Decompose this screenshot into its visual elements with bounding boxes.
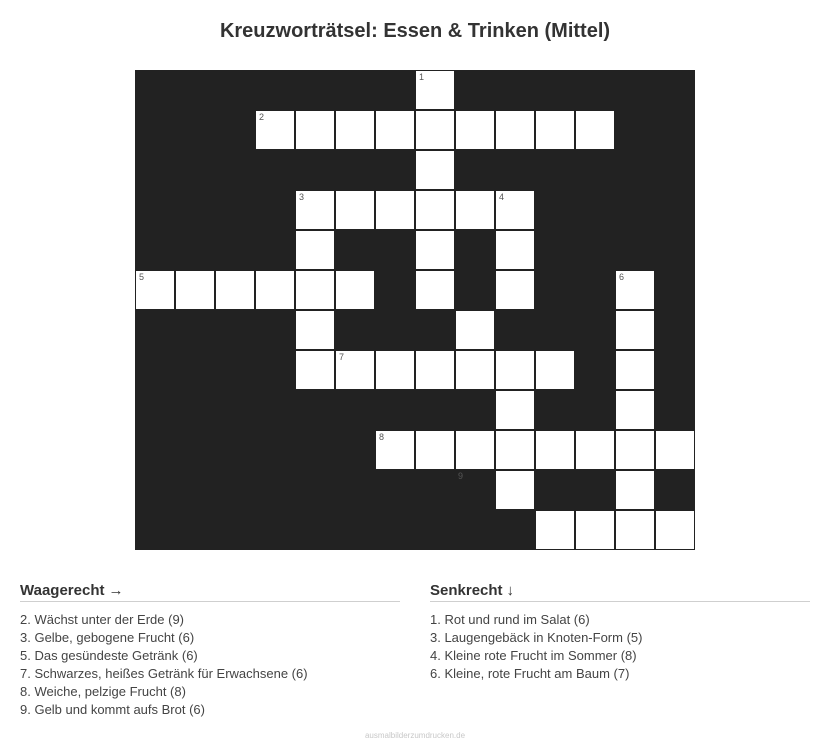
grid-cell-black [375, 70, 415, 110]
grid-cell-black [535, 190, 575, 230]
grid-cell-black [615, 230, 655, 270]
down-clue-list [430, 611, 810, 683]
grid-cell-black [335, 230, 375, 270]
arrow-right-icon: → [108, 582, 124, 599]
grid-cell-black [655, 390, 695, 430]
grid-cell-black [575, 470, 615, 510]
grid-cell-white[interactable] [295, 270, 335, 310]
grid-cell-black [135, 70, 175, 110]
cell-number: 5 [139, 272, 145, 282]
across-clue: 5. Das gesündeste Getränk (6) [20, 648, 198, 663]
grid-cell-white[interactable] [535, 350, 575, 390]
grid-cell-white[interactable] [495, 230, 535, 270]
page-title: Kreuzworträtsel: Essen & Trinken (Mittel) [219, 20, 611, 42]
grid-cell-black [255, 150, 295, 190]
grid-cell-black [335, 310, 375, 350]
grid-cell-black [375, 150, 415, 190]
grid-cell-white[interactable] [495, 190, 535, 230]
cell-number: 3 [299, 192, 305, 202]
grid-cell-black [255, 190, 295, 230]
grid-cell-black [615, 70, 655, 110]
grid-cell-black [615, 150, 655, 190]
cell-number: 7 [339, 352, 345, 362]
grid-cell-black [455, 70, 495, 110]
down-clue: 6. Kleine, rote Frucht am Baum (7) [430, 666, 630, 681]
grid-cell-black [135, 510, 175, 550]
grid-cell-white[interactable] [255, 110, 295, 150]
grid-cell-black [455, 390, 495, 430]
down-clues-panel [430, 582, 810, 683]
across-clue: 3. Gelbe, gebogene Frucht (6) [20, 630, 195, 645]
cell-number: 2 [259, 112, 265, 122]
grid-cell-black [215, 390, 255, 430]
grid-cell-white[interactable] [455, 190, 495, 230]
across-clue: 9. Gelb und kommt aufs Brot (6) [20, 702, 205, 717]
grid-cell-white[interactable] [615, 310, 655, 350]
grid-cell-white[interactable] [575, 430, 615, 470]
grid-cell-black [535, 230, 575, 270]
grid-cell-white[interactable] [415, 350, 455, 390]
grid-cell-black [295, 470, 335, 510]
grid-cell-black [215, 470, 255, 510]
grid-cell-black [535, 70, 575, 110]
down-clue: 1. Rot und rund im Salat (6) [430, 612, 590, 627]
across-clue: 8. Weiche, pelzige Frucht (8) [20, 684, 186, 699]
grid-cell-black [415, 310, 455, 350]
grid-cell-white[interactable] [415, 70, 455, 110]
grid-cell-black [375, 270, 415, 310]
grid-cell-white[interactable] [415, 230, 455, 270]
grid-cell-white[interactable] [295, 230, 335, 270]
grid-cell-black [335, 390, 375, 430]
grid-cell-white[interactable] [335, 270, 375, 310]
grid-cell-black [535, 310, 575, 350]
grid-cell-white[interactable] [175, 270, 215, 310]
grid-cell-black [215, 350, 255, 390]
grid-cell-black [295, 390, 335, 430]
grid-cell-white[interactable] [335, 350, 375, 390]
grid-cell-black [255, 470, 295, 510]
grid-cell-black [615, 110, 655, 150]
grid-cell-white[interactable] [375, 190, 415, 230]
grid-cell-white[interactable] [455, 350, 495, 390]
grid-cell-black [455, 510, 495, 550]
grid-cell-black [535, 270, 575, 310]
grid-cell-black [535, 470, 575, 510]
across-clue: 2. Wächst unter der Erde (9) [20, 612, 185, 627]
grid-cell-black [575, 150, 615, 190]
grid-cell-black [135, 310, 175, 350]
grid-cell-black [655, 310, 695, 350]
grid-cell-white[interactable] [375, 110, 415, 150]
grid-cell-black [655, 470, 695, 510]
grid-cell-black [375, 510, 415, 550]
grid-cell-black [415, 390, 455, 430]
cell-number: 1 [419, 72, 425, 82]
grid-cell-white[interactable] [655, 510, 695, 550]
grid-cell-white[interactable] [335, 190, 375, 230]
grid-cell-black [135, 190, 175, 230]
cell-number: 9 [458, 471, 464, 481]
grid-cell-black [335, 470, 375, 510]
grid-cell-black [255, 430, 295, 470]
grid-cell-black [295, 510, 335, 550]
grid-cell-white[interactable] [615, 470, 655, 510]
grid-cell-black [175, 470, 215, 510]
grid-cell-white[interactable] [455, 310, 495, 350]
grid-cell-white[interactable] [615, 350, 655, 390]
grid-cell-black [575, 190, 615, 230]
grid-cell-black [575, 270, 615, 310]
grid-cell-black [455, 270, 495, 310]
grid-cell-white[interactable] [415, 150, 455, 190]
grid-cell-white[interactable] [215, 270, 255, 310]
grid-cell-white[interactable] [495, 270, 535, 310]
grid-cell-black [495, 150, 535, 190]
down-clue: 4. Kleine rote Frucht im Sommer (8) [430, 648, 637, 663]
grid-cell-black [175, 390, 215, 430]
grid-cell-black [255, 510, 295, 550]
across-heading [20, 582, 400, 602]
grid-cell-black [175, 110, 215, 150]
grid-cell-black [655, 110, 695, 150]
across-clue: 7. Schwarzes, heißes Getränk für Erwachsene (6) [20, 666, 308, 681]
grid-cell-black [455, 150, 495, 190]
grid-cell-black [335, 70, 375, 110]
grid-cell-black [455, 470, 495, 510]
grid-cell-white[interactable] [335, 110, 375, 150]
grid-cell-black [655, 350, 695, 390]
down-heading-label: Senkrecht [430, 582, 503, 599]
grid-cell-black [495, 510, 535, 550]
grid-cell-black [175, 310, 215, 350]
grid-cell-black [375, 390, 415, 430]
grid-cell-black [535, 150, 575, 190]
grid-cell-white[interactable] [495, 350, 535, 390]
grid-cell-black [655, 70, 695, 110]
grid-cell-black [175, 510, 215, 550]
down-heading [430, 582, 810, 602]
grid-cell-black [135, 350, 175, 390]
footer-watermark: ausmalbilderzumdrucken.de [364, 731, 466, 740]
grid-cell-black [655, 230, 695, 270]
grid-cell-black [135, 430, 175, 470]
grid-cell-black [215, 150, 255, 190]
grid-cell-black [575, 350, 615, 390]
grid-cell-white[interactable] [575, 110, 615, 150]
grid-cell-black [415, 470, 455, 510]
grid-cell-black [255, 310, 295, 350]
grid-cell-black [575, 70, 615, 110]
grid-cell-black [495, 310, 535, 350]
grid-cell-white[interactable] [295, 110, 335, 150]
grid-cell-white[interactable] [655, 430, 695, 470]
grid-cell-black [215, 310, 255, 350]
grid-cell-white[interactable] [615, 270, 655, 310]
grid-cell-black [455, 230, 495, 270]
grid-cell-white[interactable] [495, 390, 535, 430]
cell-number: 8 [379, 432, 385, 442]
grid-cell-white[interactable] [415, 190, 455, 230]
grid-cell-white[interactable] [455, 110, 495, 150]
grid-cell-white[interactable] [615, 430, 655, 470]
grid-cell-white[interactable] [495, 430, 535, 470]
grid-cell-black [375, 310, 415, 350]
grid-cell-black [415, 510, 455, 550]
grid-cell-white[interactable] [615, 510, 655, 550]
grid-cell-black [175, 430, 215, 470]
grid-cell-white[interactable] [295, 350, 335, 390]
grid-cell-black [255, 230, 295, 270]
grid-cell-white[interactable] [495, 110, 535, 150]
grid-cell-black [655, 270, 695, 310]
across-clue-list [20, 611, 400, 719]
grid-cell-black [335, 150, 375, 190]
grid-cell-black [135, 470, 175, 510]
grid-cell-black [255, 350, 295, 390]
grid-cell-black [575, 310, 615, 350]
grid-cell-black [215, 110, 255, 150]
grid-cell-black [655, 190, 695, 230]
grid-cell-black [575, 390, 615, 430]
grid-cell-black [175, 230, 215, 270]
grid-cell-black [135, 390, 175, 430]
grid-cell-white[interactable] [455, 430, 495, 470]
grid-cell-white[interactable] [535, 510, 575, 550]
grid-cell-black [255, 70, 295, 110]
grid-cell-black [295, 70, 335, 110]
grid-cell-black [295, 430, 335, 470]
grid-cell-black [335, 510, 375, 550]
grid-cell-black [375, 470, 415, 510]
grid-cell-black [335, 430, 375, 470]
grid-cell-black [615, 190, 655, 230]
grid-cell-white[interactable] [535, 110, 575, 150]
grid-cell-white[interactable] [415, 430, 455, 470]
cell-number: 6 [619, 272, 625, 282]
grid-cell-white[interactable] [535, 430, 575, 470]
grid-cell-black [295, 150, 335, 190]
grid-cell-black [135, 110, 175, 150]
grid-cell-black [175, 150, 215, 190]
grid-cell-black [135, 150, 175, 190]
grid-cell-white[interactable] [295, 190, 335, 230]
grid-cell-black [175, 350, 215, 390]
grid-cell-black [175, 190, 215, 230]
across-heading-label: Waagerecht [20, 582, 105, 599]
grid-cell-black [495, 70, 535, 110]
grid-cell-white[interactable] [295, 310, 335, 350]
grid-cell-black [655, 150, 695, 190]
grid-cell-black [375, 230, 415, 270]
grid-cell-white[interactable] [495, 470, 535, 510]
grid-cell-white[interactable] [575, 510, 615, 550]
grid-cell-black [535, 390, 575, 430]
grid-cell-black [215, 70, 255, 110]
grid-cell-black [575, 230, 615, 270]
grid-cell-black [135, 230, 175, 270]
grid-cell-black [175, 70, 215, 110]
grid-cell-black [215, 510, 255, 550]
grid-cell-white[interactable] [615, 390, 655, 430]
grid-cell-white[interactable] [415, 110, 455, 150]
arrow-down-icon: ↓ [506, 582, 515, 599]
grid-cell-white[interactable] [135, 270, 175, 310]
grid-cell-black [215, 230, 255, 270]
grid-cell-white[interactable] [255, 270, 295, 310]
down-clue: 3. Laugengebäck in Knoten-Form (5) [430, 630, 643, 645]
across-clues-panel [20, 582, 400, 719]
cell-number: 4 [499, 192, 505, 202]
grid-cell-black [215, 430, 255, 470]
grid-cell-white[interactable] [375, 350, 415, 390]
grid-cell-white[interactable] [375, 430, 415, 470]
crossword-grid [135, 70, 695, 550]
grid-cell-black [215, 190, 255, 230]
grid-cell-white[interactable] [415, 270, 455, 310]
grid-cell-black [255, 390, 295, 430]
